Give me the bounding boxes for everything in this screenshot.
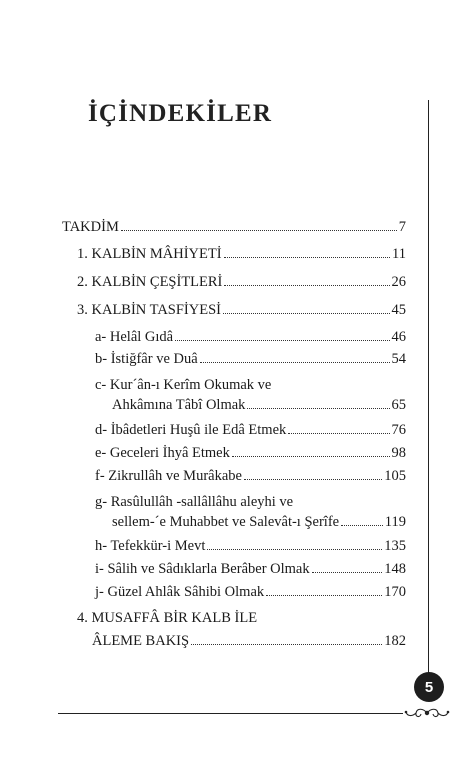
dot-leader <box>232 456 390 457</box>
toc-entry-chapter-4[interactable] <box>92 632 406 650</box>
toc-entry-page: 65 <box>391 397 406 413</box>
toc-entry-section-j[interactable] <box>95 583 406 601</box>
floral-ornament-icon <box>404 704 450 722</box>
toc-entry-section-e[interactable] <box>95 444 406 462</box>
toc-entry-label: Ahkâmına Tâbî Olmak <box>112 397 246 413</box>
dot-leader <box>207 549 382 550</box>
toc-entry-page: 46 <box>391 329 406 345</box>
toc-entry-section-g[interactable] <box>112 513 406 531</box>
toc-entry-section-f[interactable] <box>95 467 406 485</box>
toc-entry-section-h[interactable] <box>95 537 406 555</box>
dot-leader <box>244 479 382 480</box>
toc-entry-page: 105 <box>384 468 406 484</box>
toc-entry-label: a- Helâl Gıdâ <box>95 329 174 345</box>
dot-leader <box>247 408 389 409</box>
toc-entry-page: 26 <box>391 274 406 290</box>
toc-entry-preface[interactable] <box>62 218 406 236</box>
toc-entry-page: 170 <box>384 584 406 600</box>
toc-entry-label: f- Zikrullâh ve Murâkabe <box>95 468 242 484</box>
dot-leader <box>200 362 390 363</box>
dot-leader <box>175 340 389 341</box>
toc-entry-label: TAKDİM <box>62 219 119 235</box>
toc-entry-section-c-line1: c- Kur´ân-ı Kerîm Okumak ve <box>95 377 272 393</box>
toc-entry-label: ÂLEME BAKIŞ <box>92 633 190 649</box>
toc-entry-page: 45 <box>391 302 406 318</box>
toc-entry-page: 98 <box>391 445 406 461</box>
dot-leader <box>223 313 390 314</box>
toc-entry-label: 3. KALBİN TASFİYESİ <box>77 302 221 318</box>
toc-entry-chapter-4-line1: 4. MUSAFFÂ BİR KALB İLE <box>77 610 258 626</box>
toc-entry-label: d- İbâdetleri Huşû ile Edâ Etmek <box>95 422 287 438</box>
toc-entry-section-i[interactable] <box>95 560 406 578</box>
toc-entry-label: sellem-´e Muhabbet ve Salevât-ı Şerîfe <box>112 514 340 530</box>
page-number-badge: 5 <box>414 672 444 702</box>
toc-entry-label: i- Sâlih ve Sâdıklarla Berâber Olmak <box>95 561 310 577</box>
toc-entry-chapter-1[interactable] <box>77 245 406 263</box>
toc-entry-page: 135 <box>384 538 406 554</box>
toc-entry-label: j- Güzel Ahlâk Sâhibi Olmak <box>95 584 265 600</box>
page-title: İÇİNDEKİLER <box>88 100 273 127</box>
toc-entry-section-a[interactable] <box>95 328 406 346</box>
toc-entry-section-d[interactable] <box>95 421 406 439</box>
toc-entry-label: e- Geceleri İhyâ Etmek <box>95 445 230 461</box>
toc-entry-label: h- Tefekkür-i Mevt <box>95 538 206 554</box>
dot-leader <box>224 257 390 258</box>
toc-entry-label: 2. KALBİN ÇEŞİTLERİ <box>77 274 223 290</box>
toc-entry-section-g-line1: g- Rasûlullâh -sallâllâhu aleyhi ve <box>95 494 294 510</box>
dot-leader <box>224 285 389 286</box>
dot-leader <box>121 230 397 231</box>
toc-entry-page: 119 <box>384 514 406 530</box>
toc-entry-section-c[interactable] <box>112 396 406 414</box>
dot-leader <box>341 525 383 526</box>
toc-entry-page: 182 <box>384 633 406 649</box>
toc-entry-section-b[interactable] <box>95 350 406 368</box>
toc-entry-page: 11 <box>392 246 406 262</box>
toc-entry-page: 148 <box>384 561 406 577</box>
dot-leader <box>266 595 382 596</box>
dot-leader <box>288 433 389 434</box>
toc-entry-label: b- İstiğfâr ve Duâ <box>95 351 198 367</box>
dot-leader <box>312 572 383 573</box>
toc-entry-label: 1. KALBİN MÂHİYETİ <box>77 246 222 262</box>
toc-entry-page: 54 <box>391 351 406 367</box>
dot-leader <box>191 644 382 645</box>
toc-entry-page: 7 <box>398 219 406 235</box>
toc-entry-chapter-2[interactable] <box>77 273 406 291</box>
footer-rule <box>58 713 403 714</box>
toc-entry-chapter-3[interactable] <box>77 301 406 319</box>
toc-entry-page: 76 <box>391 422 406 438</box>
